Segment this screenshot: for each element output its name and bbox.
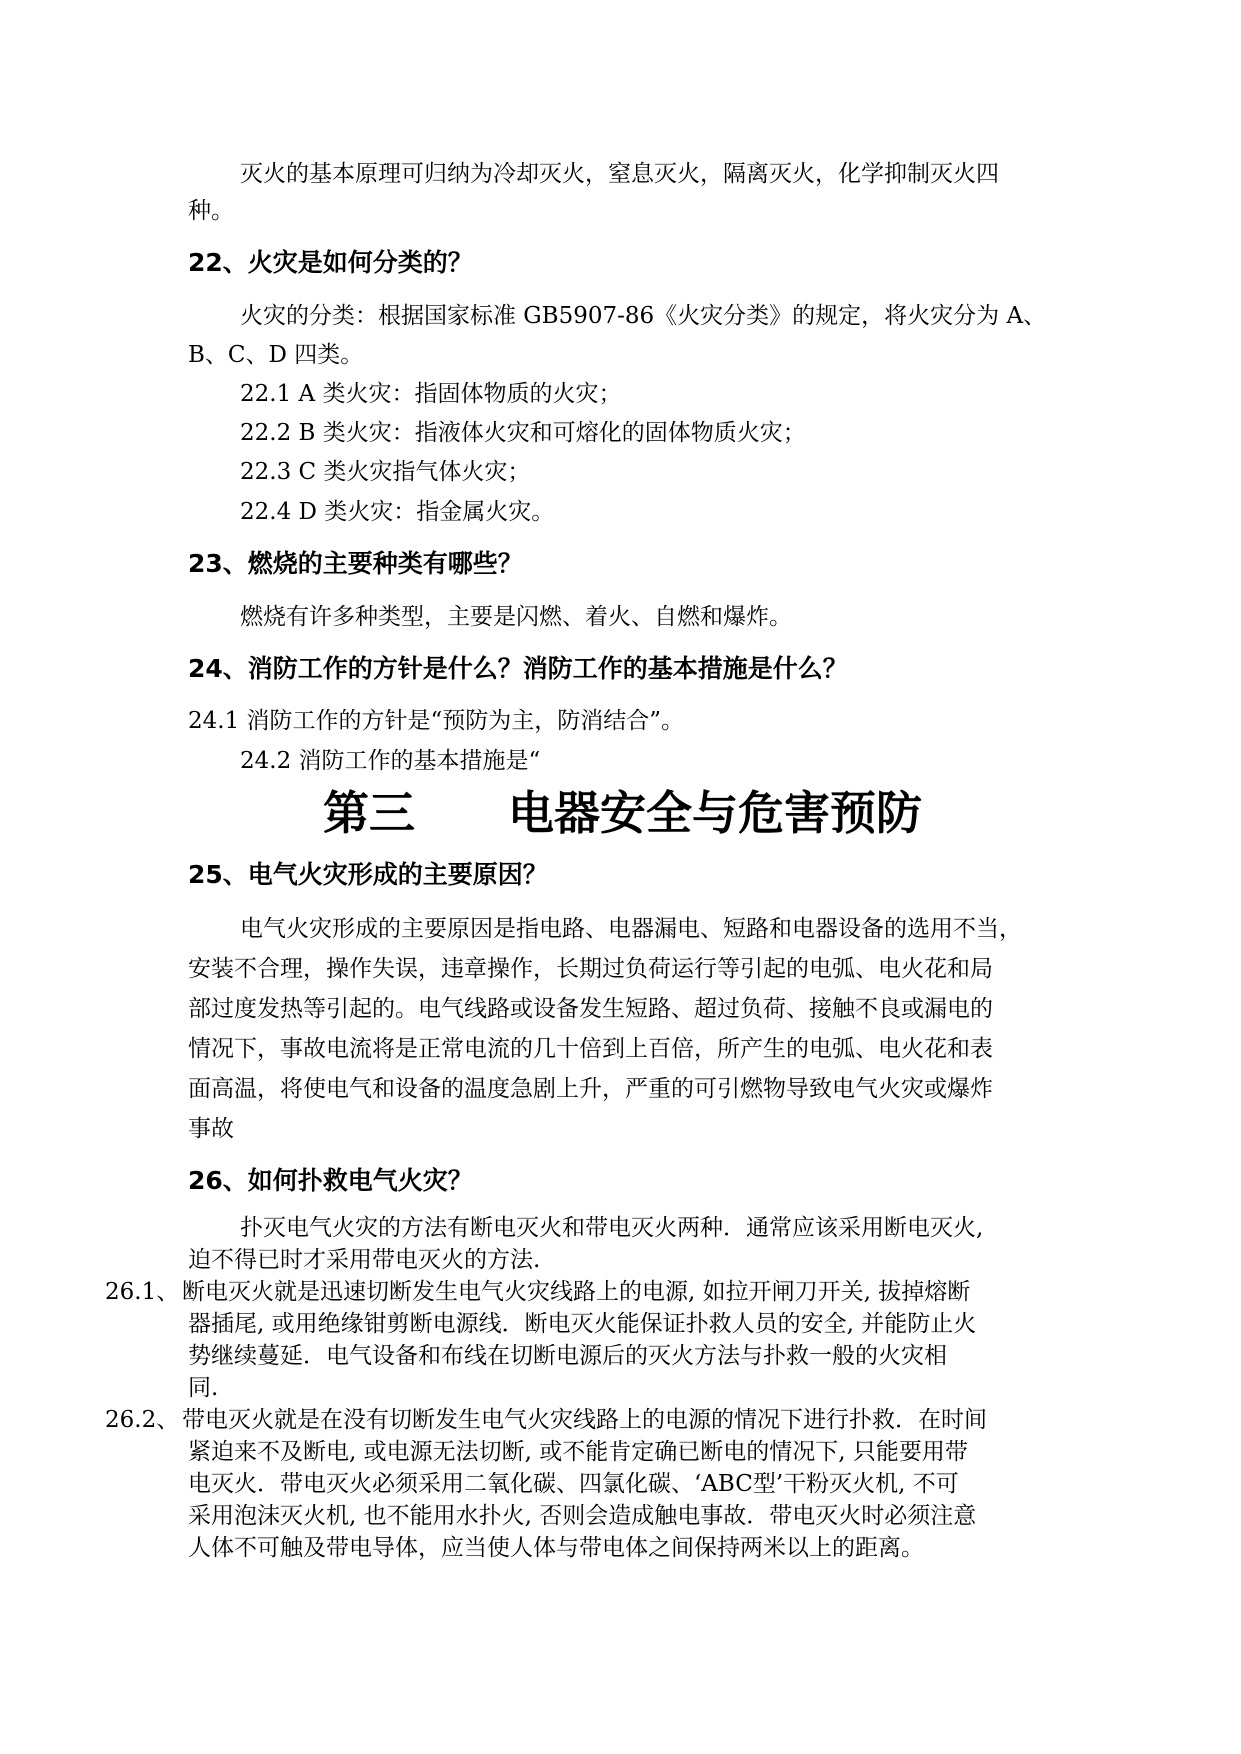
item-22-3: 22.3 C 类火灾指气体火灾； <box>240 459 531 485</box>
para-26-line-1: 扑灭电气火灾的方法有断电灭火和带电灭火两种．通常应该采用断电灭火, <box>240 1215 984 1241</box>
item-24-2: 24.2 消防工作的基本措施是“ <box>240 748 541 774</box>
item-26-1-number: 26.1、 <box>105 1279 180 1305</box>
item-26-2-line-4: 采用泡沫灭火机, 也不能用水扑火, 否则会造成触电事故．带电灭火时必须注意 <box>188 1503 977 1529</box>
item-26-2-line-2: 紧迫来不及断电, 或电源无法切断, 或不能肯定确已断电的情况下, 只能要用带 <box>188 1439 968 1465</box>
para-22-line-1: 火灾的分类：根据国家标准 GB5907-86《火灾分类》的规定，将火灾分为 A、 <box>240 303 1047 329</box>
item-26-2-line-3: 电灭火．带电灭火必须采用二氧化碳、四氯化碳、‘ABC型’干粉灭火机, 不可 <box>188 1471 959 1497</box>
item-24-1: 24.1 消防工作的方针是“预防为主，防消结合”。 <box>188 708 685 734</box>
item-26-2-line-5: 人体不可触及带电导体，应当使人体与带电体之间保持两米以上的距离。 <box>188 1535 924 1561</box>
para-25-line-4: 情况下，事故电流将是正常电流的几十倍到上百倍，所产生的电弧、电火花和表 <box>188 1036 993 1062</box>
para-23: 燃烧有许多种类型，主要是闪燃、着火、自燃和爆炸。 <box>240 604 792 630</box>
heading-22: 22、火灾是如何分类的？ <box>188 248 473 277</box>
item-22-4: 22.4 D 类火灾：指金属火灾。 <box>240 499 555 525</box>
chapter-heading <box>323 783 922 843</box>
intro-line-1: 灭火的基本原理可归纳为冷却灭火，窒息灭火，隔离灭火，化学抑制灭火四 <box>240 161 999 187</box>
heading-23: 23、燃烧的主要种类有哪些？ <box>188 549 523 578</box>
para-25-line-2: 安装不合理，操作失误，违章操作，长期过负荷运行等引起的电弧、电火花和局 <box>188 956 993 982</box>
item-26-2-number: 26.2、 <box>105 1407 180 1433</box>
intro-line-2: 种。 <box>188 198 234 224</box>
item-22-2: 22.2 B 类火灾：指液体火灾和可熔化的固体物质火灾； <box>240 420 806 446</box>
heading-25: 25、电气火灾形成的主要原因？ <box>188 860 548 889</box>
para-25-line-6: 事故 <box>188 1116 234 1142</box>
item-26-1-line-4: 同. <box>188 1375 219 1401</box>
item-26-1-line-3: 势继续蔓延．电气设备和布线在切断电源后的灭火方法与扑救一般的火灾相 <box>188 1343 947 1369</box>
item-26-1-line-2: 器插尾, 或用绝缘钳剪断电源线．断电灭火能保证扑救人员的安全, 并能防止火 <box>188 1311 977 1337</box>
heading-26: 26、如何扑救电气火灾？ <box>188 1166 473 1195</box>
chapter-title: 电器安全与危害预防 <box>508 786 922 840</box>
para-26-line-2: 迫不得已时才采用带电灭火的方法. <box>188 1247 541 1273</box>
item-26-1-line-1: 断电灭火就是迅速切断发生电气火灾线路上的电源, 如拉开闸刀开关, 拔掉熔断 <box>182 1279 971 1305</box>
para-25-line-5: 面高温，将使电气和设备的温度急剧上升，严重的可引燃物导致电气火灾或爆炸 <box>188 1076 993 1102</box>
item-22-1: 22.1 A 类火灾：指固体物质的火灾； <box>240 381 622 407</box>
para-22-line-2: B、C、D 四类。 <box>188 342 364 368</box>
heading-24: 24、消防工作的方针是什么？消防工作的基本措施是什么？ <box>188 654 848 683</box>
para-25-line-3: 部过度发热等引起的。电气线路或设备发生短路、超过负荷、接触不良或漏电的 <box>188 996 993 1022</box>
chapter-number: 第三 <box>323 786 415 840</box>
item-26-2-line-1: 带电灭火就是在没有切断发生电气火灾线路上的电源的情况下进行扑救．在时间 <box>182 1407 987 1433</box>
para-25-line-1: 电气火灾形成的主要原因是指电路、电器漏电、短路和电器设备的选用不当， <box>240 916 1022 942</box>
